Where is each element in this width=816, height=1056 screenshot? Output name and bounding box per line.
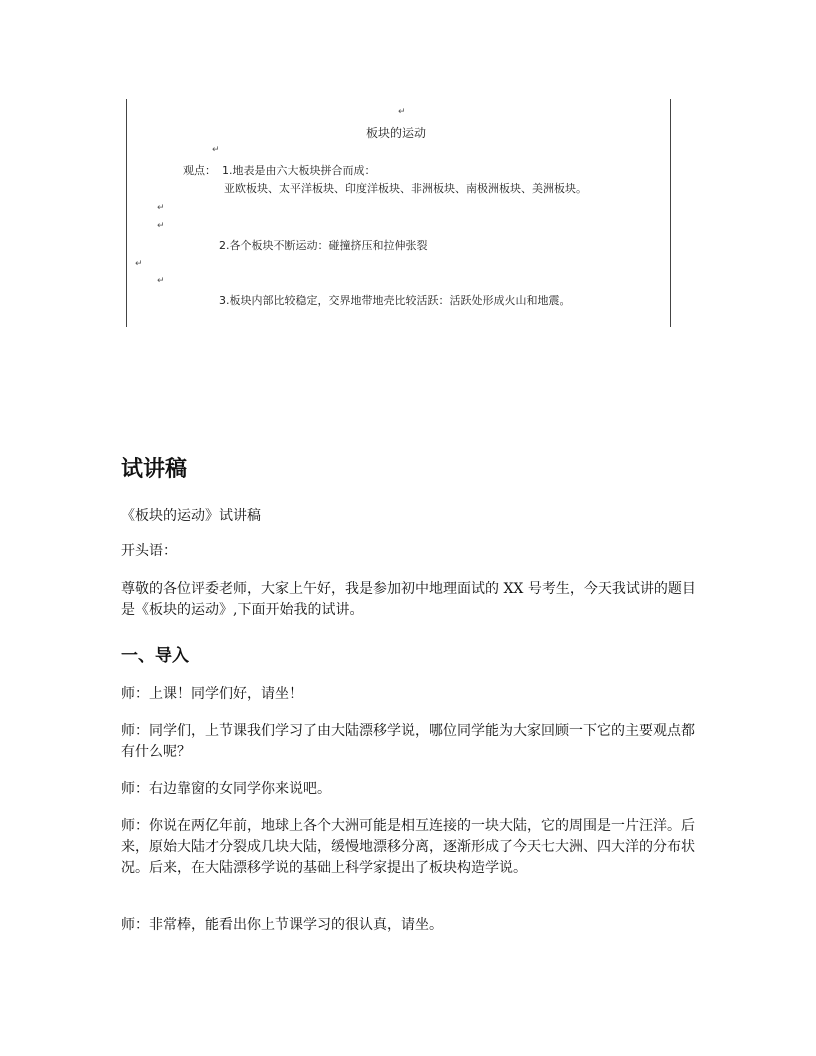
paragraph-mark: ↵	[212, 145, 220, 155]
dialog-line	[121, 816, 699, 879]
opening-label-text: 开头语：	[121, 543, 177, 559]
dialog-line	[121, 721, 699, 763]
dialog-line	[121, 915, 699, 936]
page-heading: 试讲稿	[121, 457, 188, 482]
section-heading: 一、导入	[121, 646, 189, 666]
point1-label: 观点：	[183, 164, 216, 177]
dialog-line	[121, 779, 699, 800]
dialog-line	[121, 684, 699, 705]
dialog-text: 师：你说在两亿年前，地球上各个大洲可能是相互连接的一块大陆，它的周围是一片汪洋。后来，原始大陆才分裂成几块大陆，缓慢地漂移分离，逐渐形成了今天七大洲、四大洋的分布状况。后来，在大陆漂移学说的基础上科学家提出了板块构造学说。	[121, 818, 695, 876]
paragraph-mark: ↵	[157, 276, 165, 286]
board-notes-image	[126, 99, 671, 327]
dialog-text: 师：上课！同学们好，请坐！	[121, 686, 303, 702]
paragraph-mark: ↵	[135, 259, 143, 269]
board-title: 板块的运动	[366, 126, 427, 140]
subtitle-text: 《板块的运动》试讲稿	[121, 508, 261, 524]
opening-label	[121, 541, 699, 562]
dialog-text: 师：同学们，上节课我们学习了由大陆漂移学说，哪位同学能为大家回顾一下它的主要观点都有什么呢？	[121, 723, 695, 760]
opening-text: 尊敬的各位评委老师，大家上午好，我是参加初中地理面试的 XX 号考生，今天我试讲的题目是《板块的运动》,下面开始我的试讲。	[121, 581, 696, 618]
board-left-border	[126, 99, 127, 327]
plates-list: 亚欧板块、太平洋板块、印度洋板块、非洲板块、南极洲板块、美洲板块。	[224, 182, 587, 195]
board-right-border	[670, 99, 671, 327]
point1-text: 1.地表是由六大板块拼合而成：	[222, 164, 376, 177]
paragraph-mark: ↵	[398, 107, 406, 117]
dialog-text: 师：非常棒，能看出你上节课学习的很认真，请坐。	[121, 917, 443, 933]
point3-text: 3.板块内部比较稳定，交界地带地壳比较活跃：活跃处形成火山和地震。	[219, 294, 571, 307]
paragraph-mark: ↵	[157, 203, 165, 213]
dialog-text: 师：右边靠窗的女同学你来说吧。	[121, 781, 331, 797]
opening-paragraph	[121, 579, 699, 621]
subtitle	[121, 506, 699, 527]
point2-text: 2.各个板块不断运动：碰撞挤压和拉伸张裂	[219, 239, 428, 252]
paragraph-mark: ↵	[157, 221, 165, 231]
